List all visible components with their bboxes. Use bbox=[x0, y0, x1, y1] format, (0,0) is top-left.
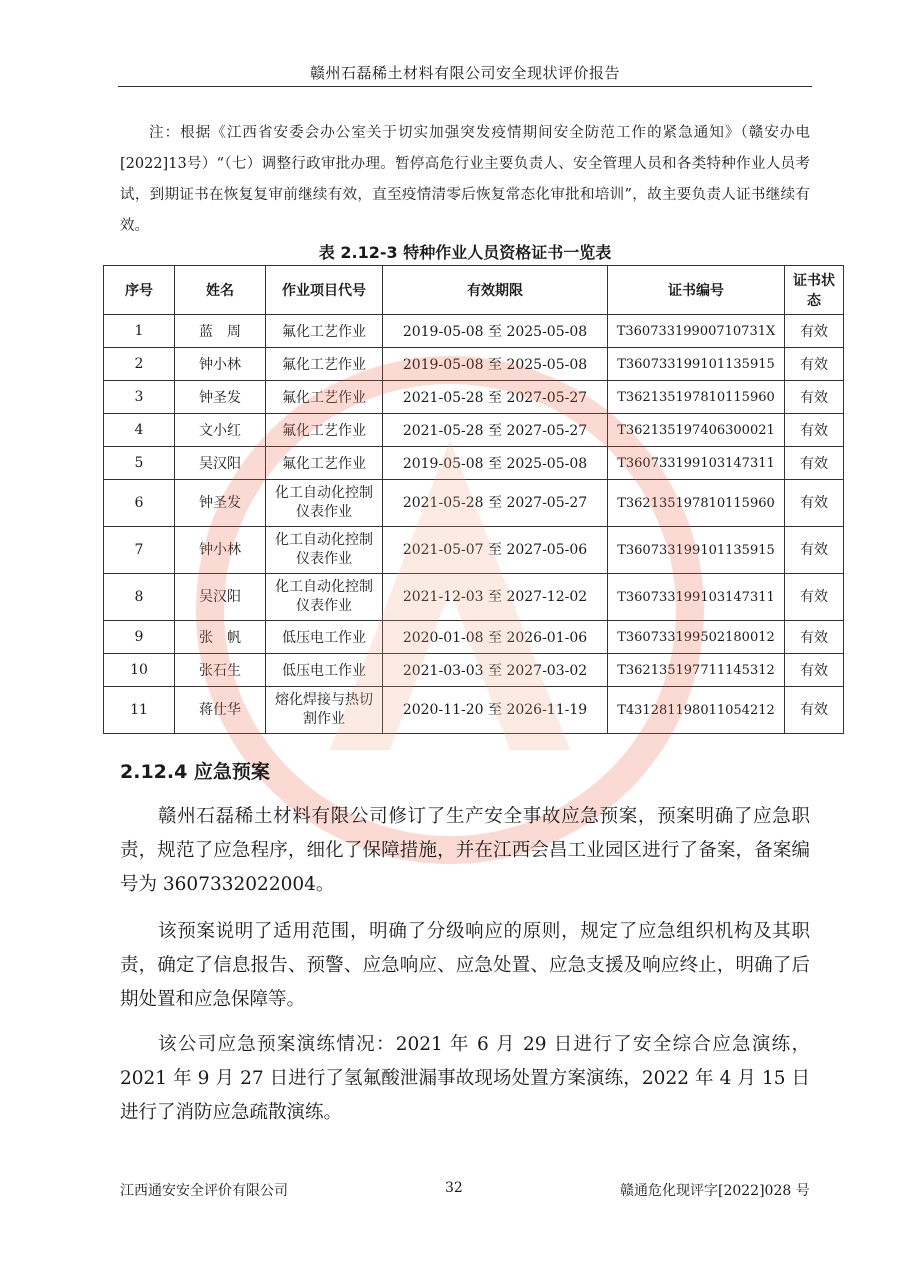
table-cell: 蓝 周 bbox=[175, 315, 266, 348]
header-cell: 序号 bbox=[104, 266, 175, 315]
section-title: 2.12.4 应急预案 bbox=[120, 761, 270, 783]
table-cell: 2 bbox=[104, 348, 175, 381]
table-cell: 有效 bbox=[785, 527, 844, 574]
table-cell: 蒋仕华 bbox=[175, 687, 266, 734]
table-cell: 2019-05-08 至 2025-05-08 bbox=[383, 315, 608, 348]
table-cell: 钟小林 bbox=[175, 527, 266, 574]
table-row bbox=[104, 414, 844, 447]
table-cell: T362135197406300021 bbox=[608, 414, 785, 447]
table-cell: 文小红 bbox=[175, 414, 266, 447]
table-cell: T360733199101135915 bbox=[608, 527, 785, 574]
table-cell: 2019-05-08 至 2025-05-08 bbox=[383, 447, 608, 480]
table-cell: 有效 bbox=[785, 315, 844, 348]
header-cell: 姓名 bbox=[175, 266, 266, 315]
table-cell: T362135197711145312 bbox=[608, 654, 785, 687]
body-paragraph: 该公司应急预案演练情况：2021 年 6 月 29 日进行了安全综合应急演练，2021 年 9 月 27 日进行了氢氟酸泄漏事故现场处置方案演练，2022 年 4 月 15 日进行了消防应急疏散演练。 bbox=[120, 1034, 810, 1123]
table-cell: 吴汉阳 bbox=[175, 574, 266, 621]
table-cell: 2021-05-28 至 2027-05-27 bbox=[383, 414, 608, 447]
table-cell: T360733199502180012 bbox=[608, 621, 785, 654]
footer-company: 江西通安安全评价有限公司 bbox=[120, 1183, 288, 1199]
table-cell: 钟圣发 bbox=[175, 381, 266, 414]
table-cell: 有效 bbox=[785, 447, 844, 480]
table-cell: 氟化工艺作业 bbox=[266, 315, 383, 348]
table-cell: 有效 bbox=[785, 621, 844, 654]
table-cell: 5 bbox=[104, 447, 175, 480]
table-cell: 有效 bbox=[785, 654, 844, 687]
table-cell: 10 bbox=[104, 654, 175, 687]
note-paragraph: 注：根据《江西省安委会办公室关于切实加强突发疫情期间安全防范工作的紧急通知》（赣安办电[2022]13号）“（七）调整行政审批办理。暂停高危行业主要负责人、安全管理人员和各类特种作业人员考试，到期证书在恢复复审前继续有效，直至疫情清零后恢复常态化审批和培训”，故主要负责人证书继续有效。 bbox=[120, 125, 810, 234]
table-row bbox=[104, 654, 844, 687]
table-cell: 有效 bbox=[785, 348, 844, 381]
table-cell: 2020-11-20 至 2026-11-19 bbox=[383, 687, 608, 734]
page-number: 32 bbox=[445, 1180, 463, 1196]
table-cell: 张 帆 bbox=[175, 621, 266, 654]
table-cell: 2020-01-08 至 2026-01-06 bbox=[383, 621, 608, 654]
body-paragraph: 赣州石磊稀土材料有限公司修订了生产安全事故应急预案，预案明确了应急职责，规范了应急程序，细化了保障措施，并在江西会昌工业园区进行了备案，备案编号为 3607332022004。 bbox=[120, 806, 810, 895]
footer-report-number: 赣通危化现评字[2022]028 号 bbox=[620, 1183, 810, 1199]
table-row bbox=[104, 348, 844, 381]
table-cell: 化工自动化控制仪表作业 bbox=[266, 527, 383, 574]
table-cell: 低压电工作业 bbox=[266, 621, 383, 654]
header-cell: 证书编号 bbox=[608, 266, 785, 315]
table-cell: 有效 bbox=[785, 414, 844, 447]
table-cell: 有效 bbox=[785, 381, 844, 414]
table-row bbox=[104, 621, 844, 654]
table-cell: 2021-05-28 至 2027-05-27 bbox=[383, 381, 608, 414]
table-header-row bbox=[104, 266, 844, 315]
table-cell: 7 bbox=[104, 527, 175, 574]
table-cell: 张石生 bbox=[175, 654, 266, 687]
table-caption: 表 2.12-3 特种作业人员资格证书一览表 bbox=[318, 243, 612, 262]
table-cell: T360733199103147311 bbox=[608, 574, 785, 621]
body-paragraph: 该预案说明了适用范围，明确了分级响应的原则，规定了应急组织机构及其职责，确定了信息报告、预警、应急响应、应急处置、应急支援及响应终止，明确了后期处置和应急保障等。 bbox=[120, 921, 810, 1010]
table-cell: 3 bbox=[104, 381, 175, 414]
table-cell: 9 bbox=[104, 621, 175, 654]
table-cell: 11 bbox=[104, 687, 175, 734]
table-cell: 低压电工作业 bbox=[266, 654, 383, 687]
table-cell: T360733199101135915 bbox=[608, 348, 785, 381]
certificate-table bbox=[103, 265, 844, 734]
table-row bbox=[104, 687, 844, 734]
table-cell: 4 bbox=[104, 414, 175, 447]
table-cell: 2021-12-03 至 2027-12-02 bbox=[383, 574, 608, 621]
table-cell: T362135197810115960 bbox=[608, 381, 785, 414]
table-cell: T360733199103147311 bbox=[608, 447, 785, 480]
table-cell: 吴汉阳 bbox=[175, 447, 266, 480]
header-cell: 有效期限 bbox=[383, 266, 608, 315]
table-body bbox=[104, 315, 844, 734]
table-row bbox=[104, 315, 844, 348]
table-cell: 化工自动化控制仪表作业 bbox=[266, 574, 383, 621]
table-cell: 钟小林 bbox=[175, 348, 266, 381]
table-cell: 氟化工艺作业 bbox=[266, 348, 383, 381]
table-cell: 8 bbox=[104, 574, 175, 621]
table-row bbox=[104, 574, 844, 621]
table-row bbox=[104, 480, 844, 527]
table-cell: 氟化工艺作业 bbox=[266, 447, 383, 480]
table-cell: 6 bbox=[104, 480, 175, 527]
table-cell: 2019-05-08 至 2025-05-08 bbox=[383, 348, 608, 381]
table-cell: 2021-05-07 至 2027-05-06 bbox=[383, 527, 608, 574]
table-cell: 2021-03-03 至 2027-03-02 bbox=[383, 654, 608, 687]
header-divider bbox=[118, 86, 812, 87]
table-cell: T362135197810115960 bbox=[608, 480, 785, 527]
table-cell: 钟圣发 bbox=[175, 480, 266, 527]
header-cell: 作业项目代号 bbox=[266, 266, 383, 315]
page-header-title: 赣州石磊稀土材料有限公司安全现状评价报告 bbox=[309, 64, 620, 82]
table-row bbox=[104, 447, 844, 480]
header-cell: 证书状态 bbox=[785, 266, 844, 315]
table-cell: 有效 bbox=[785, 574, 844, 621]
table-cell: 氟化工艺作业 bbox=[266, 414, 383, 447]
table-cell: 化工自动化控制仪表作业 bbox=[266, 480, 383, 527]
table-cell: 1 bbox=[104, 315, 175, 348]
table-cell: 有效 bbox=[785, 687, 844, 734]
table-cell: 有效 bbox=[785, 480, 844, 527]
table-cell: 2021-05-28 至 2027-05-27 bbox=[383, 480, 608, 527]
table-cell: 氟化工艺作业 bbox=[266, 381, 383, 414]
table-row bbox=[104, 381, 844, 414]
table-cell: T431281198011054212 bbox=[608, 687, 785, 734]
table-cell: 熔化焊接与热切割作业 bbox=[266, 687, 383, 734]
table-row bbox=[104, 527, 844, 574]
table-cell: T36073319900710731X bbox=[608, 315, 785, 348]
